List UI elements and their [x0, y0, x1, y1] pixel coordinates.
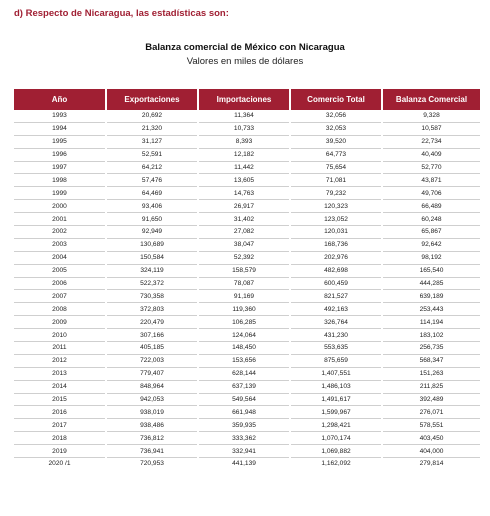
cell-imports: 11,442	[198, 161, 290, 174]
cell-imports: 148,450	[198, 342, 290, 355]
cell-trade-balance: 9,328	[382, 110, 480, 122]
cell-trade-balance: 66,489	[382, 200, 480, 213]
cell-trade-balance: 98,192	[382, 251, 480, 264]
column-header-imports: Importaciones	[198, 89, 290, 110]
cell-total-trade: 1,069,882	[290, 445, 382, 458]
cell-exports: 736,941	[106, 445, 198, 458]
cell-trade-balance: 256,735	[382, 342, 480, 355]
cell-exports: 372,803	[106, 303, 198, 316]
cell-imports: 38,047	[198, 238, 290, 251]
table-row	[14, 367, 480, 380]
table-row	[14, 264, 480, 277]
cell-total-trade: 1,162,092	[290, 458, 382, 470]
table-row	[14, 277, 480, 290]
cell-total-trade: 600,459	[290, 277, 382, 290]
cell-exports: 938,019	[106, 406, 198, 419]
cell-year: 1994	[14, 122, 106, 135]
cell-trade-balance: 578,551	[382, 419, 480, 432]
cell-trade-balance: 165,540	[382, 264, 480, 277]
cell-imports: 27,082	[198, 226, 290, 239]
cell-year: 1993	[14, 110, 106, 122]
cell-trade-balance: 568,347	[382, 354, 480, 367]
cell-total-trade: 1,070,174	[290, 432, 382, 445]
cell-trade-balance: 60,248	[382, 213, 480, 226]
cell-exports: 405,185	[106, 342, 198, 355]
cell-exports: 720,953	[106, 458, 198, 470]
cell-imports: 661,948	[198, 406, 290, 419]
cell-trade-balance: 183,102	[382, 329, 480, 342]
table-row	[14, 354, 480, 367]
table-row	[14, 445, 480, 458]
cell-exports: 730,358	[106, 290, 198, 303]
table-row	[14, 251, 480, 264]
cell-year: 2009	[14, 316, 106, 329]
cell-total-trade: 75,654	[290, 161, 382, 174]
table-row	[14, 174, 480, 187]
cell-total-trade: 553,635	[290, 342, 382, 355]
cell-trade-balance: 114,194	[382, 316, 480, 329]
cell-year: 2015	[14, 393, 106, 406]
cell-trade-balance: 22,734	[382, 135, 480, 148]
cell-exports: 20,692	[106, 110, 198, 122]
cell-year: 2019	[14, 445, 106, 458]
table-row	[14, 380, 480, 393]
table-row	[14, 458, 480, 470]
cell-total-trade: 1,491,617	[290, 393, 382, 406]
cell-trade-balance: 444,285	[382, 277, 480, 290]
cell-trade-balance: 404,000	[382, 445, 480, 458]
cell-imports: 124,064	[198, 329, 290, 342]
table-row	[14, 226, 480, 239]
cell-exports: 324,119	[106, 264, 198, 277]
cell-year: 2004	[14, 251, 106, 264]
cell-year: 2005	[14, 264, 106, 277]
cell-total-trade: 39,520	[290, 135, 382, 148]
cell-trade-balance: 279,814	[419, 460, 444, 468]
cell-imports: 153,656	[198, 354, 290, 367]
cell-imports: 637,139	[198, 380, 290, 393]
cell-exports: 52,591	[106, 148, 198, 161]
cell-total-trade: 326,764	[290, 316, 382, 329]
table-row	[14, 122, 480, 135]
cell-imports: 119,360	[198, 303, 290, 316]
cell-trade-balance: 211,825	[382, 380, 480, 393]
cell-trade-balance: 253,443	[382, 303, 480, 316]
cell-year: 2010	[14, 329, 106, 342]
cell-trade-balance: 10,587	[382, 122, 480, 135]
cell-total-trade: 1,486,103	[290, 380, 382, 393]
table-row	[14, 135, 480, 148]
cell-imports: 52,392	[198, 251, 290, 264]
cell-year: 2020 /1	[14, 458, 106, 470]
cell-total-trade: 1,407,551	[290, 367, 382, 380]
cell-year: 2006	[14, 277, 106, 290]
table-row	[14, 316, 480, 329]
cell-exports: 93,406	[106, 200, 198, 213]
table-row	[14, 213, 480, 226]
cell-total-trade: 202,976	[290, 251, 382, 264]
cell-exports: 57,476	[106, 174, 198, 187]
cell-year: 2013	[14, 367, 106, 380]
cell-total-trade: 431,230	[290, 329, 382, 342]
table-row	[14, 187, 480, 200]
cell-exports: 21,320	[106, 122, 198, 135]
cell-imports: 106,285	[198, 316, 290, 329]
cell-year: 1997	[14, 161, 106, 174]
cell-exports: 150,584	[106, 251, 198, 264]
cell-year: 1998	[14, 174, 106, 187]
table-body	[14, 110, 480, 470]
column-header-trade-balance: Balanza Comercial	[382, 89, 480, 110]
cell-total-trade: 64,773	[290, 148, 382, 161]
cell-year: 2008	[14, 303, 106, 316]
cell-imports: 628,144	[198, 367, 290, 380]
table-row	[14, 393, 480, 406]
cell-trade-balance: 49,706	[382, 187, 480, 200]
cell-imports: 14,763	[198, 187, 290, 200]
cell-exports: 307,166	[106, 329, 198, 342]
cell-imports: 31,402	[198, 213, 290, 226]
cell-total-trade: 32,053	[290, 122, 382, 135]
section-heading: d) Respecto de Nicaragua, las estadísticas son:	[14, 8, 229, 19]
trade-balance-table	[14, 89, 480, 470]
cell-imports: 332,941	[198, 445, 290, 458]
cell-imports: 13,605	[198, 174, 290, 187]
cell-exports: 64,212	[106, 161, 198, 174]
cell-exports: 92,949	[106, 226, 198, 239]
cell-total-trade: 821,527	[290, 290, 382, 303]
cell-trade-balance: 92,642	[382, 238, 480, 251]
cell-total-trade: 120,031	[290, 226, 382, 239]
cell-year: 2002	[14, 226, 106, 239]
cell-imports: 333,362	[198, 432, 290, 445]
cell-trade-balance: 403,450	[382, 432, 480, 445]
cell-year: 1995	[14, 135, 106, 148]
cell-imports: 8,393	[198, 135, 290, 148]
cell-total-trade: 168,736	[290, 238, 382, 251]
column-header-year: Año	[14, 89, 106, 110]
cell-total-trade: 492,163	[290, 303, 382, 316]
cell-trade-balance: 40,409	[382, 148, 480, 161]
cell-total-trade: 71,081	[290, 174, 382, 187]
table-row	[14, 200, 480, 213]
cell-exports: 130,689	[106, 238, 198, 251]
cell-year: 2016	[14, 406, 106, 419]
cell-trade-balance: 639,189	[382, 290, 480, 303]
cell-exports: 220,479	[106, 316, 198, 329]
cell-total-trade: 875,659	[290, 354, 382, 367]
cell-exports: 722,003	[106, 354, 198, 367]
cell-imports: 10,733	[198, 122, 290, 135]
cell-trade-balance: 151,263	[382, 367, 480, 380]
table-row	[14, 110, 480, 122]
cell-total-trade: 1,298,421	[290, 419, 382, 432]
cell-year: 2001	[14, 213, 106, 226]
cell-trade-balance: 43,871	[382, 174, 480, 187]
table-row	[14, 342, 480, 355]
cell-year: 2018	[14, 432, 106, 445]
table-title: Balanza comercial de México con Nicaragua	[145, 42, 345, 53]
cell-imports: 11,364	[198, 110, 290, 122]
cell-year: 2012	[14, 354, 106, 367]
cell-year: 1999	[14, 187, 106, 200]
cell-imports: 12,182	[198, 148, 290, 161]
table-row	[14, 329, 480, 342]
cell-year: 2017	[14, 419, 106, 432]
table-header-row	[14, 89, 480, 110]
cell-year: 2003	[14, 238, 106, 251]
table-row	[14, 161, 480, 174]
cell-total-trade: 123,052	[290, 213, 382, 226]
table-row	[14, 148, 480, 161]
cell-imports: 549,564	[198, 393, 290, 406]
table-subtitle: Valores en miles de dólares	[186, 56, 304, 67]
cell-trade-balance: 65,867	[382, 226, 480, 239]
cell-year: 2011	[14, 342, 106, 355]
cell-exports: 31,127	[106, 135, 198, 148]
cell-exports: 938,486	[106, 419, 198, 432]
table-row	[14, 290, 480, 303]
cell-year: 1996	[14, 148, 106, 161]
cell-trade-balance: 276,071	[382, 406, 480, 419]
table-row	[14, 238, 480, 251]
table-row	[14, 303, 480, 316]
cell-exports: 522,372	[106, 277, 198, 290]
cell-imports: 359,935	[198, 419, 290, 432]
cell-exports: 942,053	[106, 393, 198, 406]
cell-imports: 78,087	[198, 277, 290, 290]
table-row	[14, 419, 480, 432]
cell-total-trade: 32,056	[290, 110, 382, 122]
cell-exports: 736,812	[106, 432, 198, 445]
cell-total-trade: 79,232	[290, 187, 382, 200]
cell-imports: 158,579	[198, 264, 290, 277]
column-header-total-trade: Comercio Total	[290, 89, 382, 110]
cell-total-trade: 482,698	[290, 264, 382, 277]
cell-total-trade: 120,323	[290, 200, 382, 213]
cell-imports: 441,139	[198, 458, 290, 470]
column-header-exports: Exportaciones	[106, 89, 198, 110]
cell-exports: 848,964	[106, 380, 198, 393]
cell-trade-balance: 52,770	[382, 161, 480, 174]
cell-year: 2000	[14, 200, 106, 213]
cell-exports: 91,650	[106, 213, 198, 226]
table-row	[14, 432, 480, 445]
cell-trade-balance: 392,489	[382, 393, 480, 406]
cell-total-trade: 1,599,967	[290, 406, 382, 419]
cell-year: 2014	[14, 380, 106, 393]
cell-exports: 779,407	[106, 367, 198, 380]
cell-imports: 26,917	[198, 200, 290, 213]
table-row	[14, 406, 480, 419]
cell-imports: 91,169	[198, 290, 290, 303]
cell-exports: 64,469	[106, 187, 198, 200]
cell-year: 2007	[14, 290, 106, 303]
